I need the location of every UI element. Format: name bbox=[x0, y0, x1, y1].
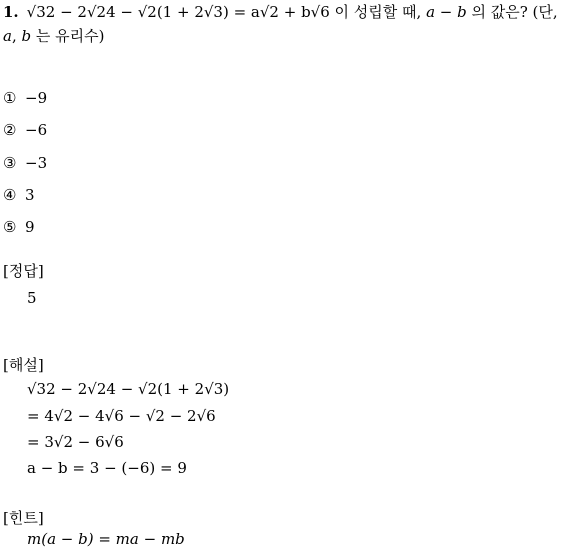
choice-2-value: −6 bbox=[25, 121, 48, 139]
explanation-line-2: = 4√2 − 4√6 − √2 − 2√6 bbox=[27, 407, 216, 425]
choice-5-value: 9 bbox=[25, 218, 35, 236]
condition-text: 는 유리수) bbox=[31, 27, 105, 45]
question-line bbox=[3, 0, 569, 24]
choice-3-mark: ③ bbox=[3, 154, 17, 172]
explanation-line-1: √32 − 2√24 − √2(1 + 2√3) bbox=[27, 380, 230, 398]
choice-4-mark: ④ bbox=[3, 186, 17, 204]
answer-label: [정답] bbox=[3, 262, 44, 280]
choice-3[interactable] bbox=[3, 151, 47, 175]
choice-5-mark: ⑤ bbox=[3, 218, 17, 236]
condition-comma: , bbox=[11, 27, 22, 45]
condition-a: a bbox=[3, 27, 12, 45]
choice-4-value: 3 bbox=[25, 186, 35, 204]
hint-label: [힌트] bbox=[3, 509, 44, 527]
choice-1-mark: ① bbox=[3, 89, 17, 107]
choice-4[interactable] bbox=[3, 183, 35, 207]
choice-1[interactable] bbox=[3, 86, 47, 110]
choice-1-value: −9 bbox=[25, 89, 48, 107]
question-ask: 의 값은? (단, bbox=[466, 3, 558, 21]
question-number: 1. bbox=[3, 3, 19, 21]
condition-b: b bbox=[21, 27, 32, 45]
answer-value: 5 bbox=[27, 289, 37, 307]
question-ask-expression: a − b bbox=[426, 3, 467, 21]
choice-2[interactable] bbox=[3, 118, 47, 142]
question-expression: √32 − 2√24 − √2(1 + 2√3) = a√2 + b√6 bbox=[26, 3, 330, 21]
explanation-line-4: a − b = 3 − (−6) = 9 bbox=[27, 459, 187, 477]
choice-2-mark: ② bbox=[3, 121, 17, 139]
hint-line: m(a − b) = ma − mb bbox=[27, 530, 185, 548]
choice-5[interactable] bbox=[3, 215, 35, 239]
explanation-label: [해설] bbox=[3, 356, 44, 374]
choice-3-value: −3 bbox=[25, 154, 48, 172]
question-stem: 이 성립할 때, bbox=[329, 3, 427, 21]
explanation-line-3: = 3√2 − 6√6 bbox=[27, 433, 124, 451]
question-condition bbox=[3, 24, 104, 48]
